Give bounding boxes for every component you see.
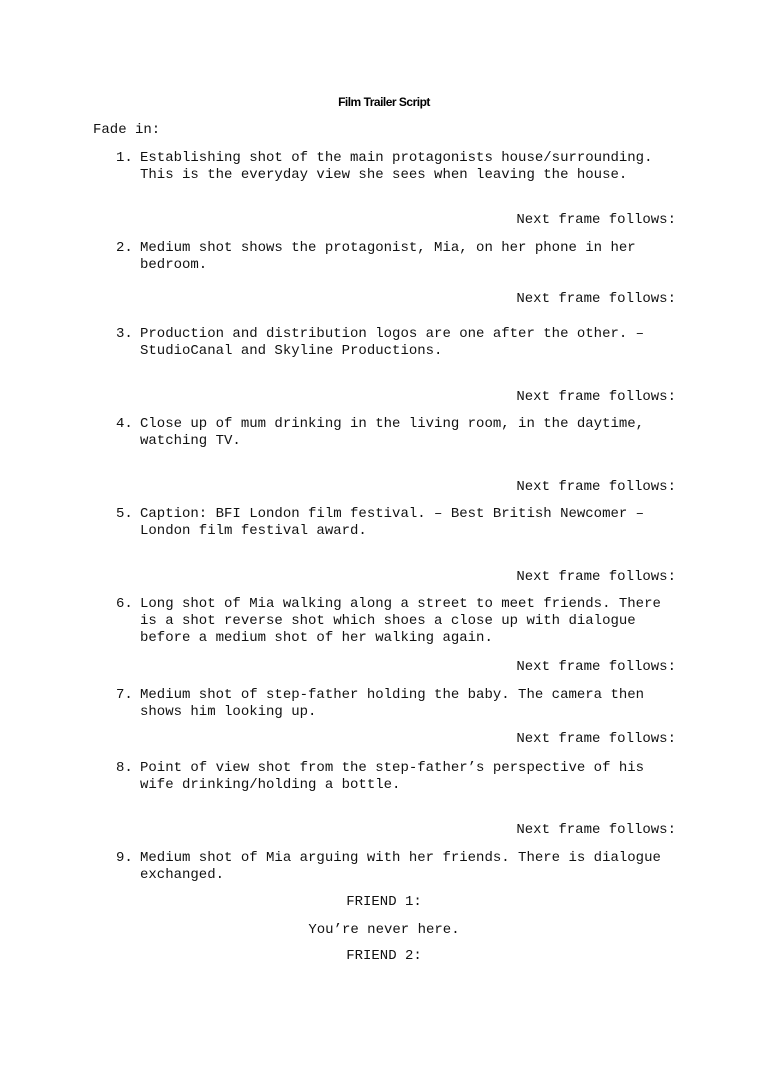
item-text: Close up of mum drinking in the living room, in the daytime, watching TV. — [140, 416, 645, 449]
item-number: 5. — [116, 506, 133, 522]
item-number: 7. — [116, 687, 133, 703]
next-frame-label: Next frame follows: — [516, 389, 676, 405]
item-text: Medium shot shows the protagonist, Mia, on her phone in her bedroom. — [140, 240, 636, 273]
next-frame-label: Next frame follows: — [516, 822, 676, 838]
dialogue-speaker: FRIEND 2: — [346, 948, 422, 964]
document-title: Film Trailer Script — [338, 95, 430, 109]
item-text: Caption: BFI London film festival. – Best British Newcomer – London film festival award. — [140, 506, 645, 539]
next-frame-label: Next frame follows: — [516, 212, 676, 228]
next-frame-label: Next frame follows: — [516, 479, 676, 495]
item-text: Medium shot of Mia arguing with her friends. There is dialogue exchanged. — [140, 850, 661, 883]
next-frame-label: Next frame follows: — [516, 731, 676, 747]
item-number: 9. — [116, 850, 133, 866]
item-number: 4. — [116, 416, 133, 432]
dialogue-line: You’re never here. — [308, 922, 460, 938]
item-text: Long shot of Mia walking along a street to meet friends. There is a shot reverse shot which shoes a close up with dialogue before a medium shot of her walking again. — [140, 596, 661, 646]
item-number: 3. — [116, 326, 133, 342]
next-frame-label: Next frame follows: — [516, 659, 676, 675]
dialogue-speaker: FRIEND 1: — [346, 894, 422, 910]
item-number: 1. — [116, 150, 133, 166]
item-text: Production and distribution logos are one after the other. – StudioCanal and Skyline Productions. — [140, 326, 645, 359]
item-text: Medium shot of step-father holding the baby. The camera then shows him looking up. — [140, 687, 645, 720]
item-text: Establishing shot of the main protagonists house/surrounding. This is the everyday view she sees when leaving the house. — [140, 150, 653, 183]
next-frame-label: Next frame follows: — [516, 291, 676, 307]
item-text: Point of view shot from the step-father’s perspective of his wife drinking/holding a bottle. — [140, 760, 645, 793]
item-number: 2. — [116, 240, 133, 256]
item-number: 8. — [116, 760, 133, 776]
item-number: 6. — [116, 596, 133, 612]
next-frame-label: Next frame follows: — [516, 569, 676, 585]
fade-in-heading: Fade in: — [93, 122, 161, 138]
